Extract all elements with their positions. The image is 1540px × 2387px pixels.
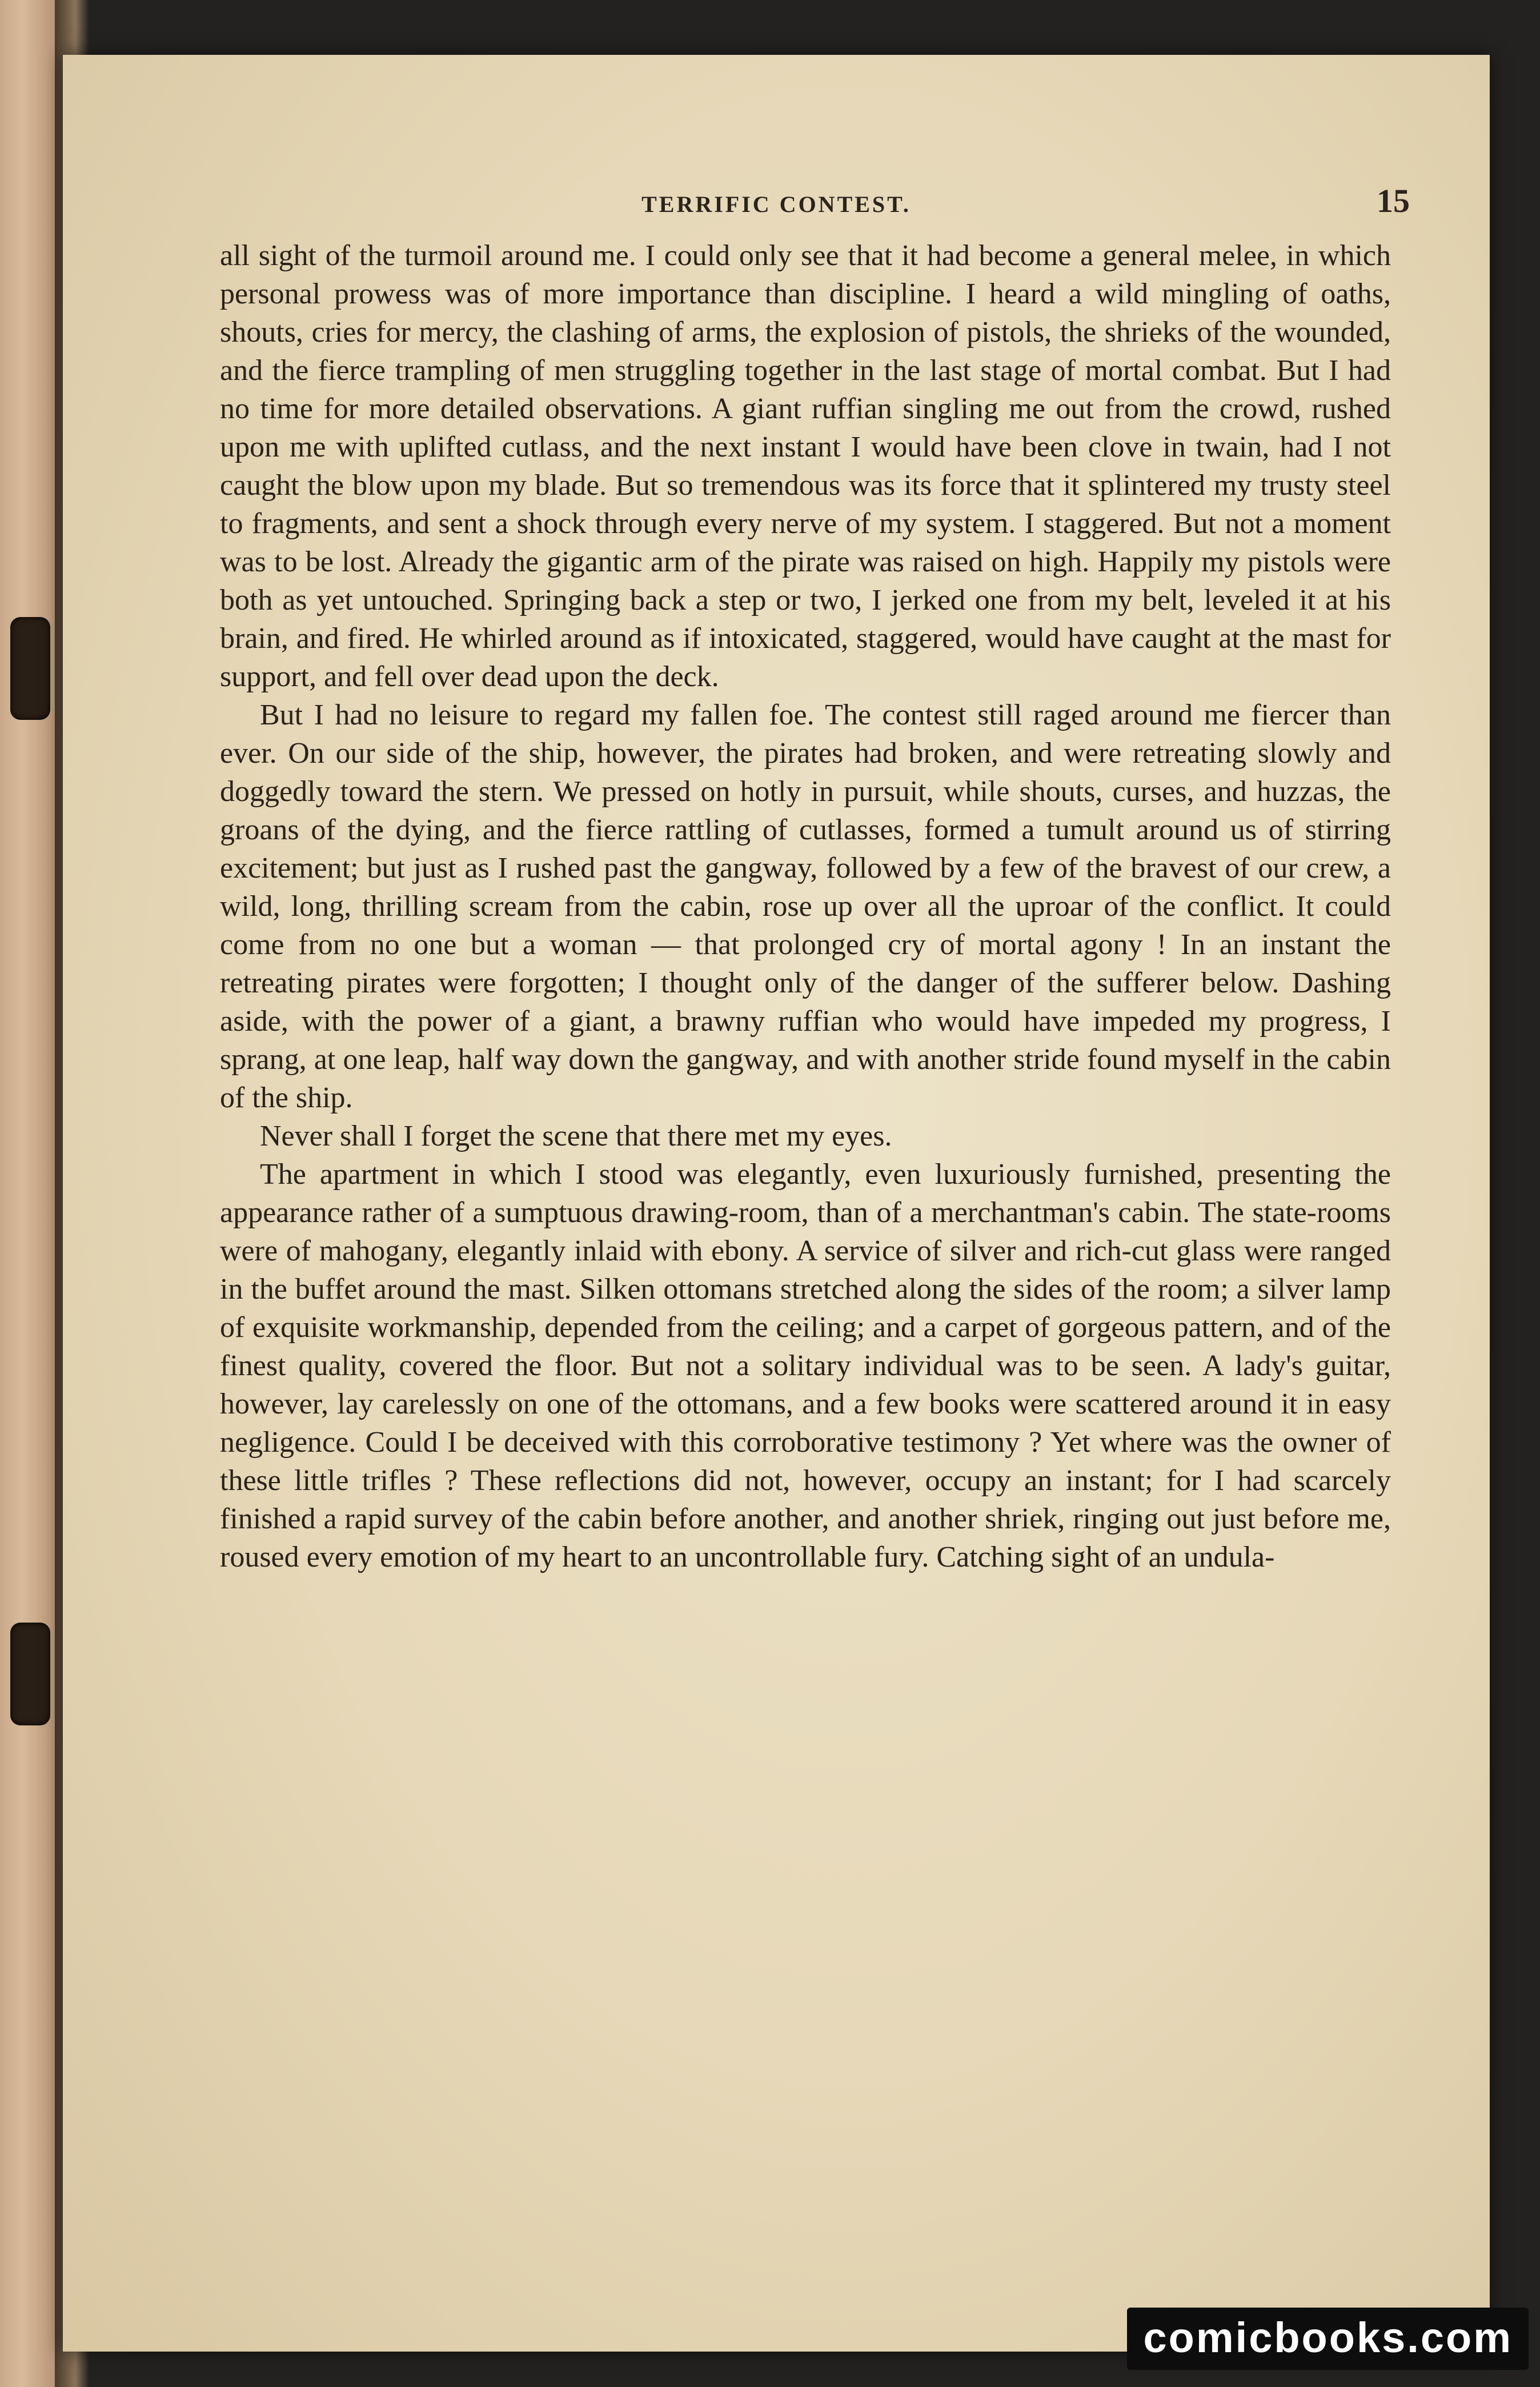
binding-stitch <box>10 617 50 720</box>
paragraph: But I had no leisure to regard my fallen foe. The contest still raged around me fiercer than ever. On our side of the ship, however, the pirates had broken, and were retreating slowly and doggedly toward the stern. We pressed on hotly in pursuit, while shouts, curses, and huzzas, the groans of the dying, and the fierce rattling of cutlasses, formed a tumult around us of stirring excitement; but just as I rushed past the gangway, followed by a few of the bravest of our crew, a wild, long, thrilling scream from the cabin, rose up over all the uproar of the conflict. It could come from no one but a woman — that prolonged cry of mortal agony ! In an instant the retreating pirates were forgotten; I thought only of the danger of the sufferer below. Dashing aside, with the power of a giant, a brawny ruffian who would have impeded my progress, I sprang, at one leap, half way down the gangway, and with another stride found myself in the cabin of the ship. <box>220 699 1391 1114</box>
running-head: TERRIFIC CONTEST. <box>641 191 911 217</box>
book-page <box>63 55 1490 2352</box>
paragraph: all sight of the turmoil around me. I could only see that it had become a general melee, in which personal prowess was of more importance than discipline. I heard a wild mingling of oaths, shouts, cries for mercy, the clashing of arms, the explosion of pistols, the shrieks of the wounded, and the fierce trampling of men struggling together in the last stage of mortal combat. But I had no time for more detailed observations. A giant ruffian singling me out from the crowd, rushed upon me with uplifted cutlass, and the next instant I would have been clove in twain, had I not caught the blow upon my blade. But so tremendous was its force that it splintered my trusty steel to fragments, and sent a shock through every nerve of my system. I staggered. But not a moment was to be lost. Already the gigantic arm of the pirate was raised on high. Happily my pistols were both as yet untouched. Springing back a step or two, I jerked one from my belt, leveled it at his brain, and fired. He whirled around as if intoxicated, staggered, would have caught at the mast for support, and fell over dead upon the deck. <box>220 239 1391 693</box>
paragraph: Never shall I forget the scene that there met my eyes. <box>260 1120 892 1152</box>
body-text <box>220 237 1391 1576</box>
book-binding <box>0 0 55 2387</box>
paragraph: The apartment in which I stood was elegantly, even luxuriously furnished, presenting the appearance rather of a sumptuous drawing-room, than of a merchantman's cabin. The state-rooms were of mahogany, elegantly inlaid with ebony. A service of silver and rich-cut glass were ranged in the buffet around the mast. Silken ottomans stretched along the sides of the room; a silver lamp of exquisite workmanship, depended from the ceiling; and a carpet of gorgeous pattern, and of the finest quality, covered the floor. But not a solitary individual was to be seen. A lady's guitar, however, lay carelessly on one of the ottomans, and a few books were scattered around it in easy negligence. Could I be deceived with this corroborative testimony ? Yet where was the owner of these little trifles ? These reflections did not, however, occupy an instant; for I had scarcely finished a rapid survey of the cabin before another, and another shriek, ringing out just before me, roused every emotion of my heart to an uncontrollable fury. Catching sight of an undula- <box>220 1158 1391 1573</box>
page-number: 15 <box>1377 182 1410 219</box>
binding-stitch <box>10 1623 50 1725</box>
site-watermark: comicbooks.com <box>1127 2308 1529 2370</box>
